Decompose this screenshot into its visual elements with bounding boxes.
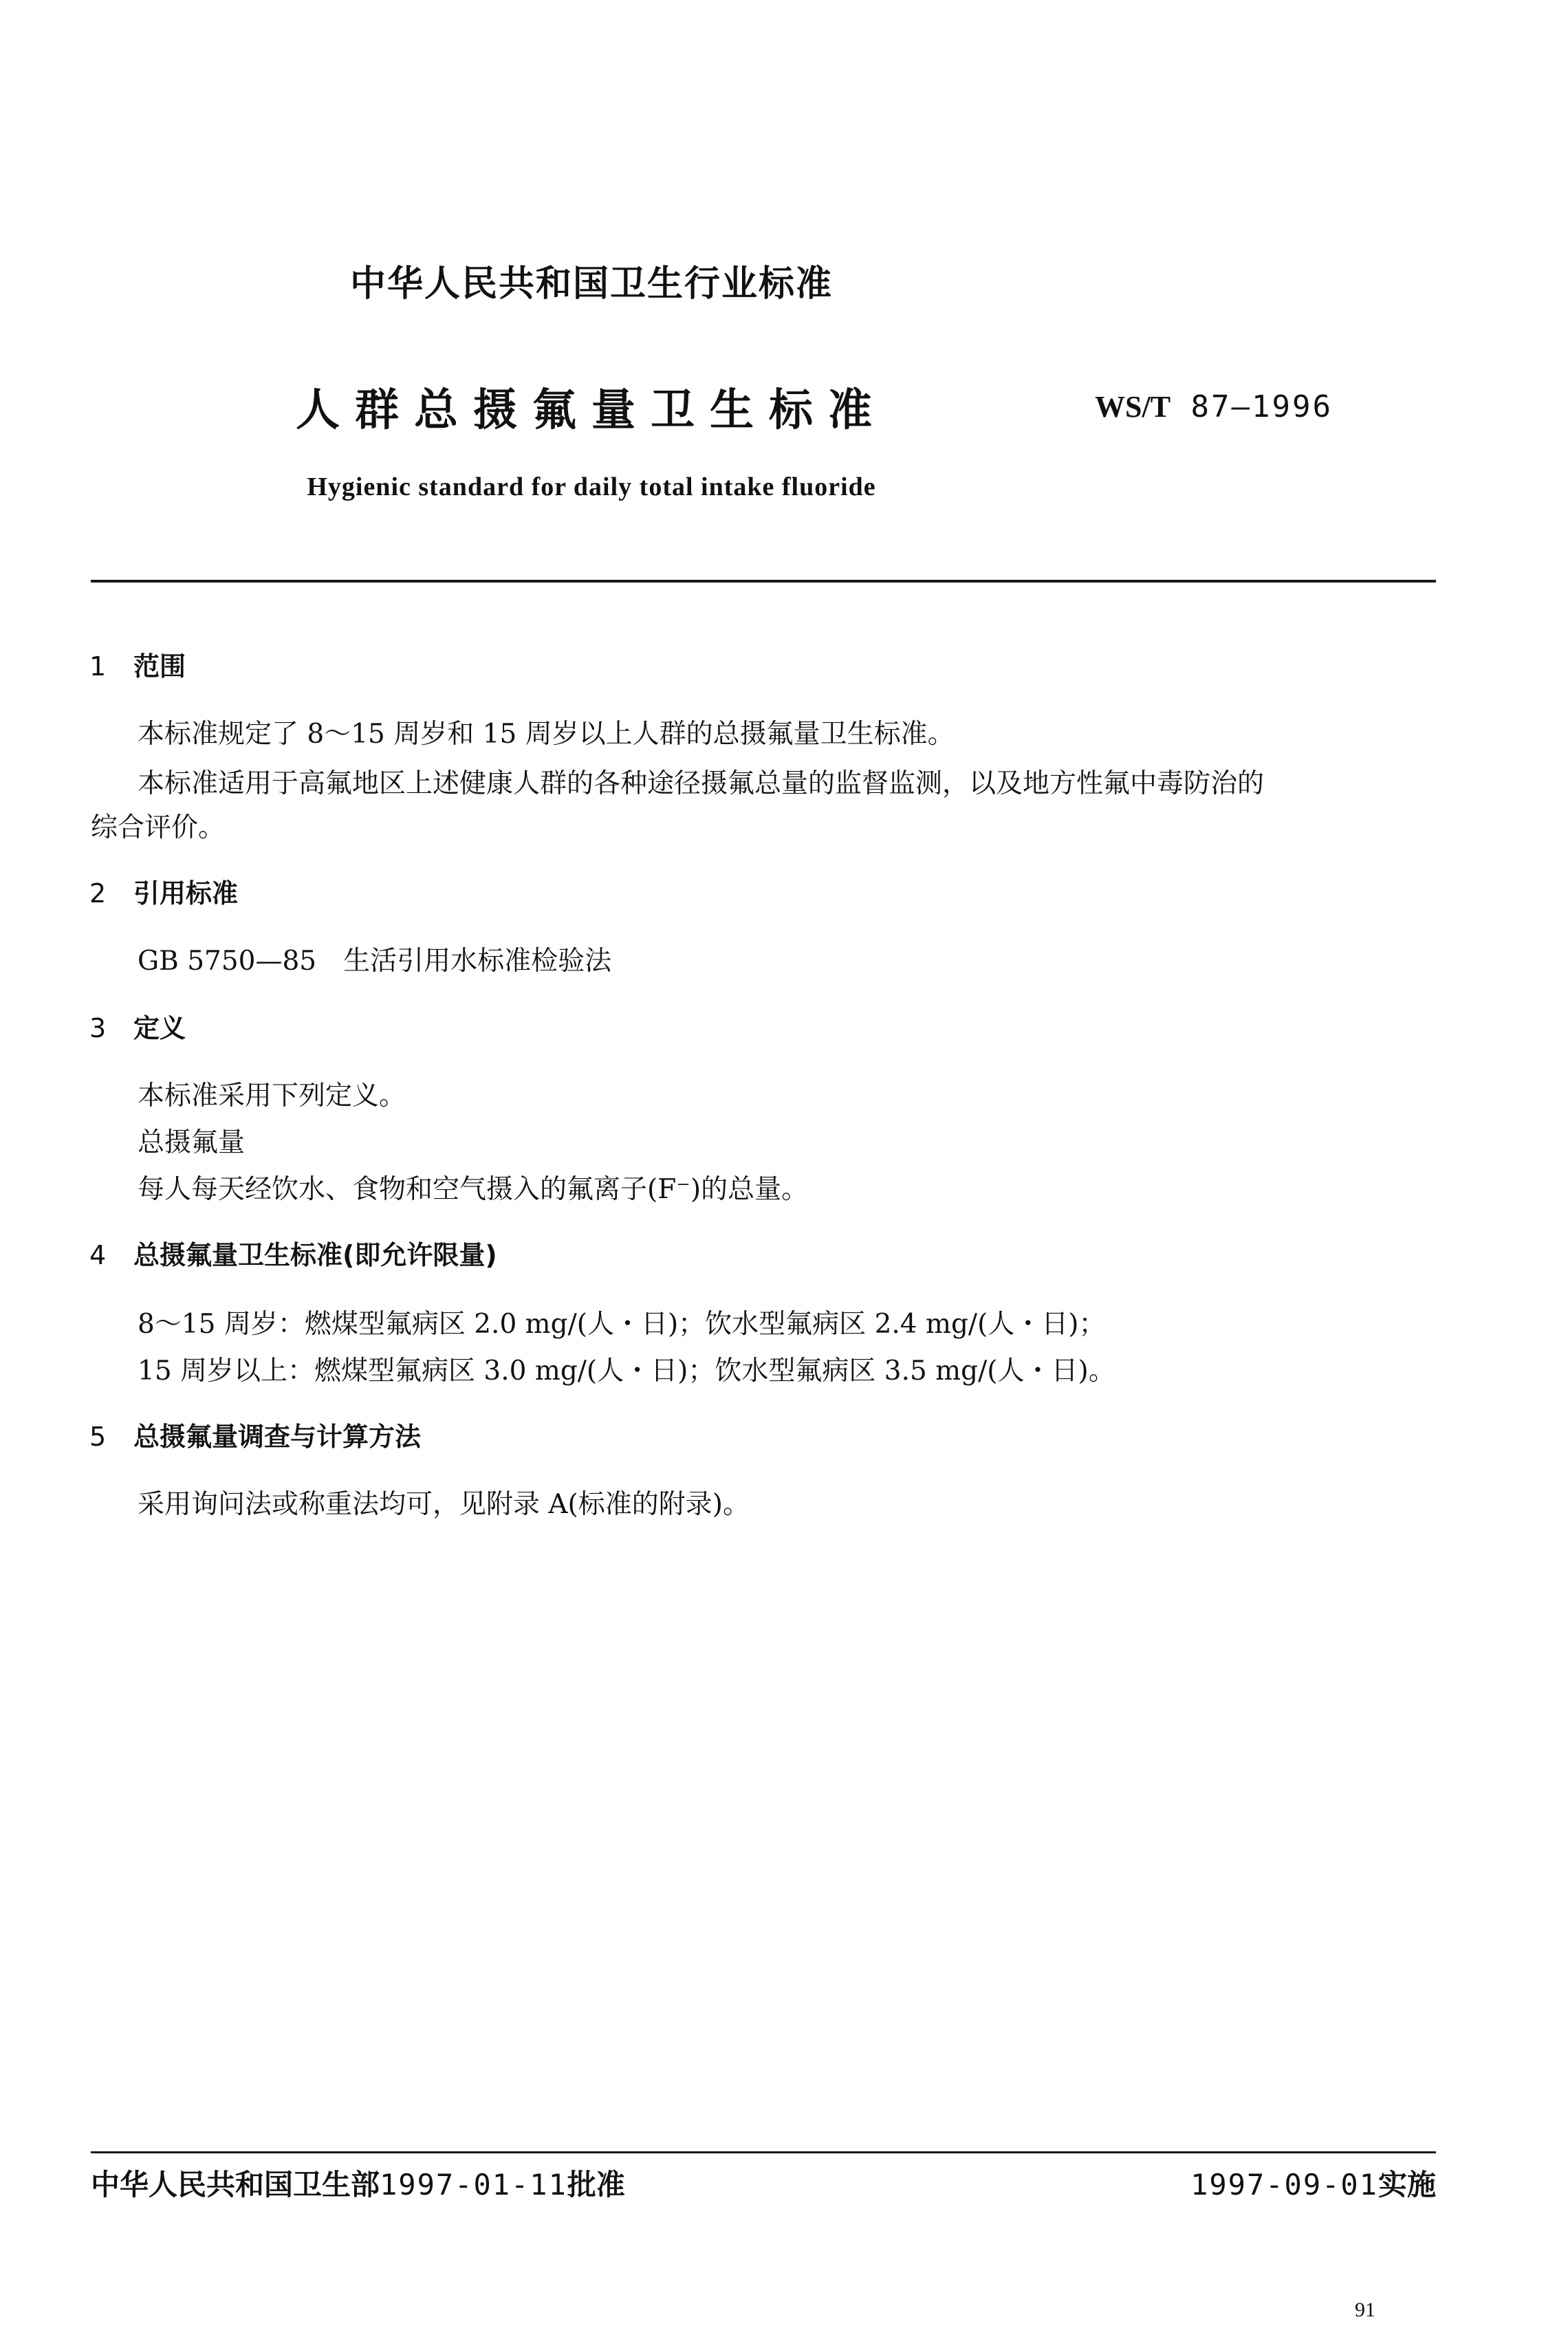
implementation-date: 1997-09-01 — [1190, 2168, 1378, 2202]
approval-org: 中华人民共和国卫生部 — [91, 2168, 380, 2202]
issuer-title: 中华人民共和国卫生行业标准 — [349, 263, 833, 305]
section-3-line-1: 本标准采用下列定义。 — [138, 1080, 406, 1111]
section-5-line-1: 采用询问法或称重法均可，见附录 A(标准的附录)。 — [138, 1489, 750, 1520]
section-3-term: 总摄氟量 — [138, 1127, 246, 1158]
approval-suffix: 批准 — [567, 2168, 625, 2202]
section-1-heading — [89, 645, 186, 683]
section-1-para-2-line-1: 本标准适用于高氟地区上述健康人群的各种途径摄氟总量的监督监测，以及地方性氟中毒防治的 — [138, 768, 1265, 799]
section-4-title: 总摄氟量卫生标准(即允许限量) — [133, 1240, 497, 1270]
footer-divider — [91, 2151, 1436, 2153]
implementation-line — [1190, 2162, 1436, 2204]
section-3-definition: 每人每天经饮水、食物和空气摄入的氟离子(F⁻)的总量。 — [138, 1174, 809, 1205]
section-1-number: 1 — [89, 651, 107, 682]
section-4-number: 4 — [89, 1240, 107, 1270]
standard-title-cn: 人群总摄氟量卫生标准 — [296, 385, 887, 436]
section-1-title: 范围 — [133, 651, 186, 682]
section-5-title: 总摄氟量调查与计算方法 — [133, 1422, 422, 1452]
section-2-heading — [89, 872, 238, 910]
section-3-number: 3 — [89, 1013, 107, 1043]
implementation-suffix: 实施 — [1378, 2168, 1436, 2202]
section-2-number: 2 — [89, 878, 107, 909]
section-4-heading — [89, 1234, 497, 1272]
section-1-para-2-line-2: 综合评价。 — [91, 812, 226, 843]
section-4-line-1: 8～15 周岁：燃煤型氟病区 2.0 mg/(人・日)；饮水型氟病区 2.4 mg/(人・日)； — [138, 1309, 1106, 1340]
section-3-heading — [89, 1007, 186, 1045]
standard-title-en: Hygienic standard for daily total intake fluoride — [307, 472, 876, 501]
standard-code-number: 87—1996 — [1170, 389, 1333, 424]
standard-code-prefix: WS/T — [1095, 390, 1171, 424]
page-number: 91 — [1355, 2298, 1375, 2321]
section-5-heading — [89, 1415, 421, 1453]
approval-line — [91, 2162, 625, 2204]
section-3-title: 定义 — [133, 1013, 186, 1043]
section-1-para-1: 本标准规定了 8～15 周岁和 15 周岁以上人群的总摄氟量卫生标准。 — [138, 719, 955, 750]
section-2-reference: GB 5750—85 生活引用水标准检验法 — [138, 946, 612, 977]
section-4-line-2: 15 周岁以上：燃煤型氟病区 3.0 mg/(人・日)；饮水型氟病区 3.5 mg/(人・日)。 — [138, 1356, 1115, 1387]
section-2-title: 引用标准 — [133, 878, 239, 909]
approval-date: 1997-01-11 — [380, 2168, 567, 2202]
standard-code — [1095, 389, 1333, 424]
section-5-number: 5 — [89, 1422, 107, 1452]
header-divider — [91, 580, 1436, 583]
